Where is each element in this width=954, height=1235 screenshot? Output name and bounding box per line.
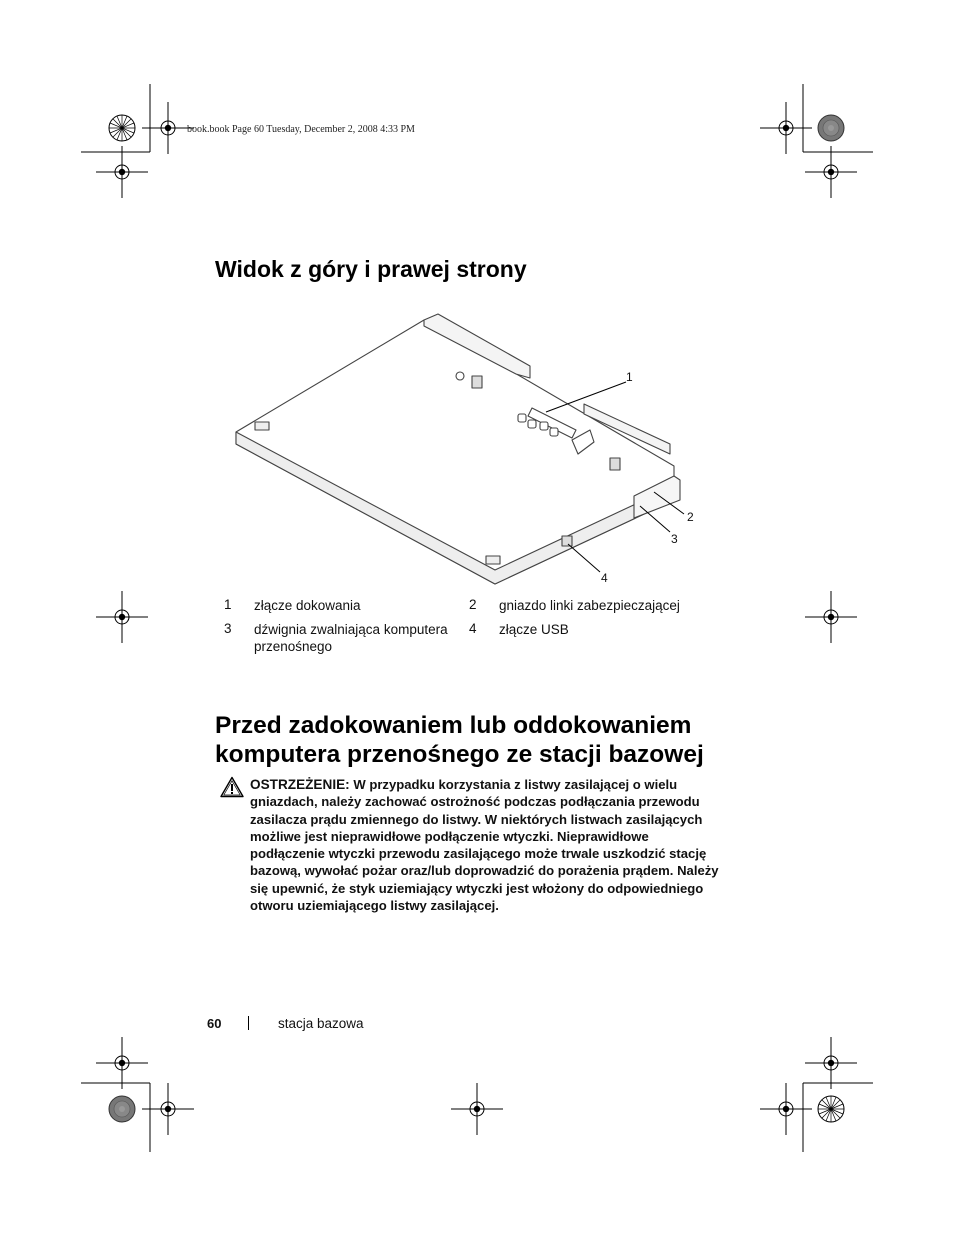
warning-text-block <box>250 776 720 914</box>
legend-text: złącze USB <box>499 622 569 637</box>
callout-4: 4 <box>601 571 608 585</box>
section-title-top-right-view: Widok z góry i prawej strony <box>215 256 527 282</box>
legend-number: 1 <box>224 597 232 612</box>
legend-number: 3 <box>224 621 232 636</box>
legend-row <box>224 621 724 655</box>
legend-number: 4 <box>469 621 477 636</box>
legend-text: dźwignia zwalniająca komputera przenośnego <box>254 622 448 654</box>
warning-label: OSTRZEŻENIE: <box>250 777 350 792</box>
callout-1: 1 <box>626 370 633 384</box>
figure-legend <box>224 597 724 662</box>
print-info: book.book Page 60 Tuesday, December 2, 2008 4:33 PM <box>187 124 415 135</box>
section-title-before-docking: Przed zadokowaniem lub oddokowaniem komputera przenośnego ze stacji bazowej <box>215 712 704 768</box>
callout-2: 2 <box>687 510 694 524</box>
footer-separator <box>248 1016 249 1030</box>
warning-text: W przypadku korzystania z listwy zasilającej o wielu gniazdach, należy zachować ostrożność podczas podłączania przewodu zasilacza prądu zmiennego do listwy. W niektórych listwach zasilających możliwe jest nieprawidłowe podłączenie wtyczki. Nieprawidłowe podłączenie wtyczki przewodu zasilającego może trwale uszkodzić stację bazową, wywołać pożar oraz/lub doprowadzić do porażenia prądem. Należy się upewnić, że styk uziemiający wtyczki jest włożony do odpowiedniego otworu uziemiającego listwy zasilającej. <box>250 777 719 914</box>
docking-station-figure <box>228 308 708 600</box>
warning-triangle-icon <box>220 776 244 798</box>
page-number: 60 <box>207 1016 222 1031</box>
legend-number: 2 <box>469 597 477 612</box>
footer-section-label: stacja bazowa <box>278 1016 364 1031</box>
legend-text: gniazdo linki zabezpieczającej <box>499 598 680 613</box>
legend-row <box>224 597 724 614</box>
callout-3: 3 <box>671 532 678 546</box>
legend-text: złącze dokowania <box>254 598 361 613</box>
